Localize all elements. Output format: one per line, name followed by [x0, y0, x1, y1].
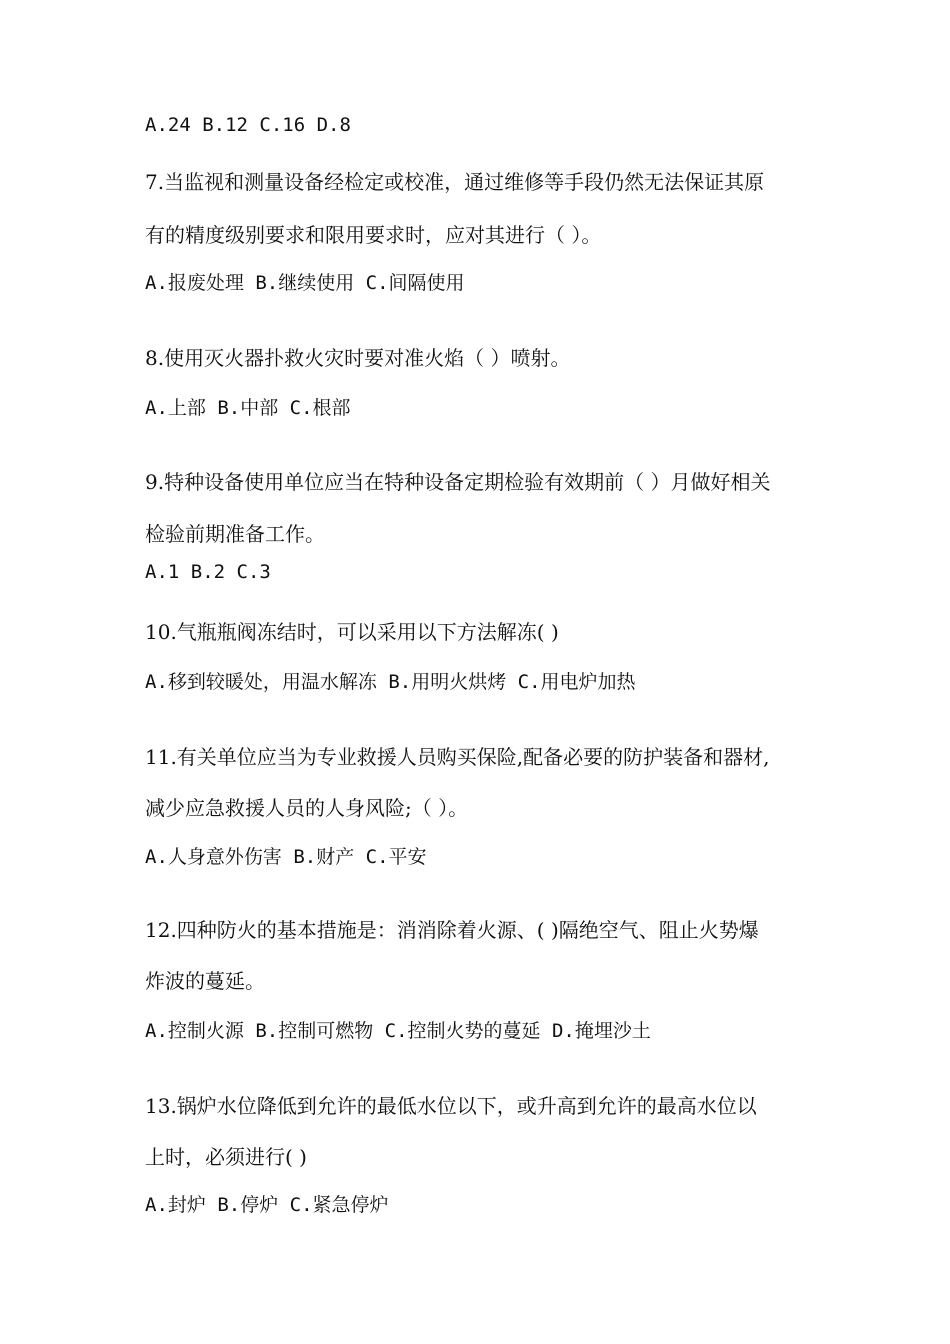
q10-options: A.移到较暖处，用温水解冻 B.用明火烘烤 C.用电炉加热: [145, 671, 636, 693]
q7-text-line1: 7.当监视和测量设备经检定或校准，通过维修等手段仍然无法保证其原: [145, 170, 765, 194]
q13-text-line1: 13.锅炉水位降低到允许的最低水位以下，或升高到允许的最高水位以: [145, 1094, 757, 1118]
q13-text-line2: 上时，必须进行( ): [145, 1145, 307, 1169]
q7-options: A.报废处理 B.继续使用 C.间隔使用: [145, 272, 465, 294]
q6-options: A.24 B.12 C.16 D.8: [145, 114, 351, 136]
q13-options: A.封炉 B.停炉 C.紧急停炉: [145, 1194, 389, 1216]
q12-text-line2: 炸波的蔓延。: [145, 969, 265, 993]
q12-text-line1: 12.四种防火的基本措施是：消消除着火源、( )隔绝空气、阻止火势爆: [145, 918, 759, 942]
q9-text-line1: 9.特种设备使用单位应当在特种设备定期检验有效期前（ ）月做好相关: [145, 470, 771, 494]
q9-text-line2: 检验前期准备工作。: [145, 522, 325, 546]
q11-text-line1: 11.有关单位应当为专业救援人员购买保险,配备必要的防护装备和器材,: [145, 745, 770, 769]
q11-options: A.人身意外伤害 B.财产 C.平安: [145, 846, 427, 868]
q8-text: 8.使用灭火器扑救火灾时要对准火焰（ ）喷射。: [145, 346, 571, 370]
q11-text-line2: 减少应急救援人员的人身风险;（ ）。: [145, 796, 469, 820]
q9-options: A.1 B.2 C.3: [145, 561, 271, 583]
q12-options: A.控制火源 B.控制可燃物 C.控制火势的蔓延 D.掩埋沙土: [145, 1020, 651, 1042]
q8-options: A.上部 B.中部 C.根部: [145, 397, 351, 419]
q10-text: 10.气瓶瓶阀冻结时，可以采用以下方法解冻( ): [145, 620, 559, 644]
q7-text-line2: 有的精度级别要求和限用要求时，应对其进行（ ）。: [145, 223, 602, 247]
